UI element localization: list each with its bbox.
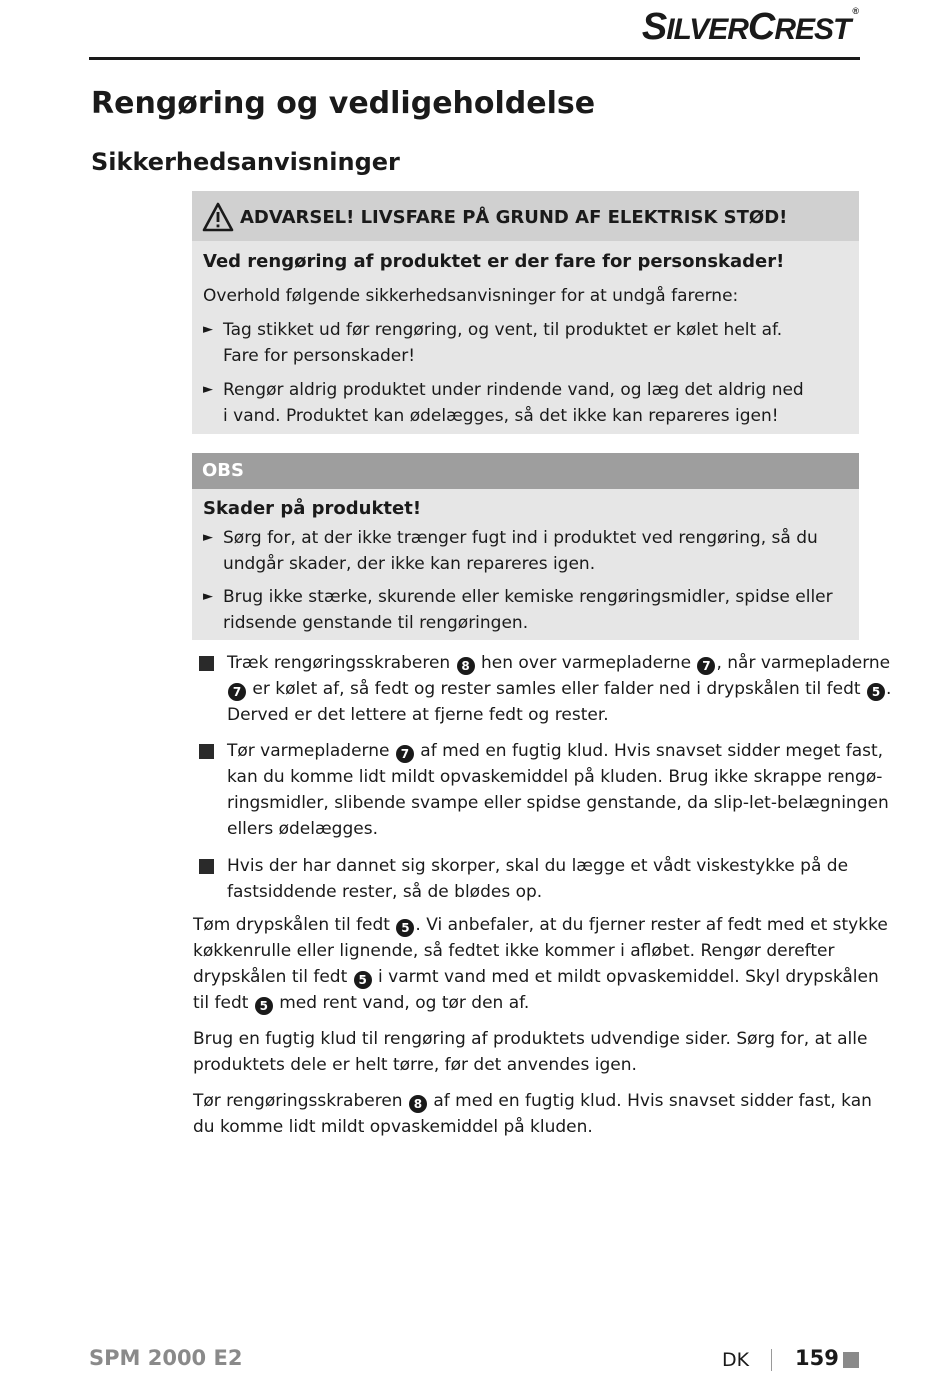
page-number: 159 xyxy=(795,1346,839,1370)
warning-intro: Overhold følgende sikkerhedsanvisninger for at undgå farerne: xyxy=(203,286,739,306)
footer-square-icon xyxy=(843,1352,859,1368)
part-number-badge: 5 xyxy=(396,919,414,937)
square-bullet-icon xyxy=(199,859,214,874)
part-number-badge: 5 xyxy=(354,971,372,989)
paragraph: Tøm drypskålen til fedt 5 . Vi anbefaler, at du fjerner rester af fedt med et stykke køkkenrulle eller lignende, så fedtet ikke kommer i afløbet. Rengør derefter drypskålen til fedt 5 i varmt vand med et mildt opvaskemiddel. Skyl drypskålen til fedt 5 med rent vand, og tør den af. xyxy=(193,915,888,1013)
footer-language: DK xyxy=(722,1349,750,1371)
obs-lead: Skader på produktet! xyxy=(203,498,422,519)
part-number-badge: 5 xyxy=(255,997,273,1015)
obs-bullet: ► Brug ikke stærke, skurende eller kemiske rengøringsmidler, spidse eller ridsende genstande til rengøringen. xyxy=(203,584,833,636)
arrow-right-icon: ► xyxy=(203,530,213,545)
warning-bullet: ► Rengør aldrig produktet under rindende vand, og læg det aldrig ned i vand. Produktet kan ødelægges, så det ikke kan repareres igen! xyxy=(203,377,804,429)
section-title: Sikkerhedsanvisninger xyxy=(91,148,400,176)
part-number-badge: 8 xyxy=(457,657,475,675)
warning-header xyxy=(192,191,859,241)
warning-box xyxy=(192,191,859,434)
warning-title: ADVARSEL! LIVSFARE PÅ GRUND AF ELEKTRISK STØD! xyxy=(240,207,788,228)
step-item: Træk rengøringsskraberen 8 hen over varmepladerne 7 , når varmepladerne 7 er kølet af, så fedt og rester samles eller falder ned i drypskålen til fedt 5 . Derved er det lettere at fjerne fedt og rester. xyxy=(199,650,891,728)
warning-triangle-icon xyxy=(202,202,234,236)
arrow-right-icon: ► xyxy=(203,589,213,604)
paragraph: Tør rengøringsskraberen 8 af med en fugtig klud. Hvis snavset sidder fast, kan du komme lidt mildt opvaskemiddel på kluden. xyxy=(193,1091,872,1137)
header-rule xyxy=(89,57,860,60)
step-item: Tør varmepladerne 7 af med en fugtig klud. Hvis snavset sidder meget fast, kan du komme lidt mildt opvaskemiddel på kluden. Brug ikke skrappe rengø- ringsmidler, slibende svampe eller spidse genstande, da slip-let-belægningen ellers ødelægges. xyxy=(199,738,889,842)
part-number-badge: 7 xyxy=(697,657,715,675)
part-number-badge: 7 xyxy=(228,683,246,701)
square-bullet-icon xyxy=(199,744,214,759)
warning-bullet: ► Tag stikket ud før rengøring, og vent, til produktet er kølet helt af. Fare for personskader! xyxy=(203,317,782,369)
paragraph: Brug en fugtig klud til rengøring af produktets udvendige sider. Sørg for, at alle produktets dele er helt tørre, før det anvendes igen. xyxy=(193,1029,868,1075)
arrow-right-icon: ► xyxy=(203,382,213,397)
square-bullet-icon xyxy=(199,656,214,671)
arrow-right-icon: ► xyxy=(203,322,213,337)
obs-bullet: ► Sørg for, at der ikke trænger fugt ind i produktet ved rengøring, så du undgår skader, der ikke kan repareres igen. xyxy=(203,525,818,577)
part-number-badge: 5 xyxy=(867,683,885,701)
obs-title: OBS xyxy=(202,460,244,481)
step-item: Hvis der har dannet sig skorper, skal du lægge et vådt viskestykke på de fastsiddende rester, så de blødes op. xyxy=(199,853,848,905)
brand-logo: SILVERCREST® xyxy=(641,6,858,48)
page-title: Rengøring og vedligeholdelse xyxy=(91,86,596,121)
obs-header xyxy=(192,453,859,489)
footer-divider xyxy=(771,1349,772,1371)
warning-lead: Ved rengøring af produktet er der fare for personskader! xyxy=(203,251,785,272)
footer-model: SPM 2000 E2 xyxy=(89,1346,243,1370)
part-number-badge: 8 xyxy=(409,1095,427,1113)
part-number-badge: 7 xyxy=(396,745,414,763)
obs-box xyxy=(192,453,859,640)
